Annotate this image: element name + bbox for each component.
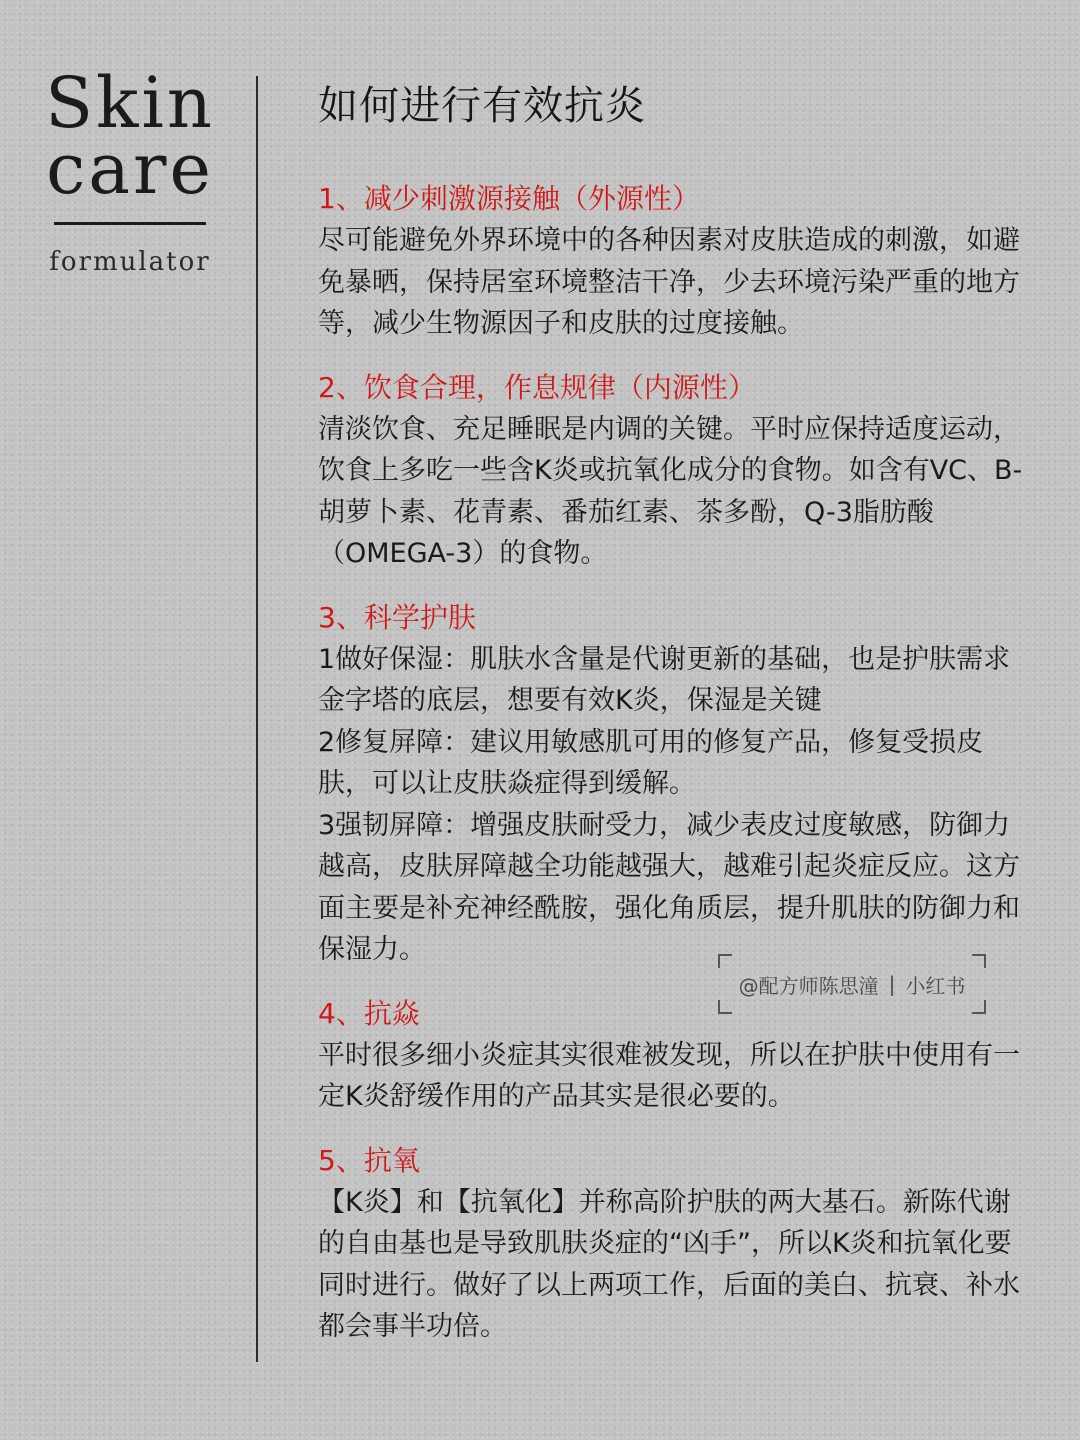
- section-heading: 2、饮食合理，作息规律（内源性）: [318, 370, 756, 404]
- section-paragraph: 2修复屏障：建议用敏感肌可用的修复产品，修复受损皮肤，可以让皮肤焱症得到缓解。: [318, 726, 984, 799]
- page-title: 如何进行有效抗炎: [318, 83, 646, 129]
- brand-line-care: care: [46, 128, 214, 210]
- section-5: [318, 1140, 1023, 1348]
- section-paragraph: 清淡饮食、充足睡眠是内调的关键。平时应保持适度运动，饮食上多吃一些含K炎或抗氧化成分的食物。如含有VC、B-胡萝卜素、花青素、番茄红素、茶多酚，Q-3脂肪酸（OMEGA-3）的食物。: [318, 413, 1023, 569]
- watermark-separator: |: [888, 972, 896, 996]
- watermark-text: [718, 954, 986, 1014]
- section-heading: 4、抗焱: [318, 996, 420, 1030]
- section-1: [318, 178, 1023, 345]
- watermark-author: @配方师陈思潼: [738, 973, 879, 998]
- section-3: [318, 597, 1023, 971]
- section-heading: 3、科学护肤: [318, 600, 476, 634]
- section-paragraph: 1做好保湿：肌肤水含量是代谢更新的基础，也是护肤需求金字塔的底层，想要有效K炎，保湿是关键: [318, 643, 1011, 716]
- brand-rule: [54, 222, 206, 225]
- brand-line-skin: Skin: [45, 62, 215, 144]
- brand-logo: [40, 62, 220, 277]
- brand-subtitle: formulator: [49, 247, 211, 277]
- section-paragraph: 尽可能避免外界环境中的各种因素对皮肤造成的刺激，如避免暴晒，保持居室环境整洁干净，少去环境污染严重的地方等，减少生物源因子和皮肤的过度接触。: [318, 225, 1020, 339]
- article-content: [318, 78, 1023, 1370]
- vertical-divider: [256, 76, 258, 1362]
- watermark-platform: 小红书: [905, 973, 966, 998]
- watermark: [718, 954, 986, 1014]
- section-paragraph: 平时很多细小炎症其实很难被发现，所以在护肤中使用有一定K炎舒缓作用的产品其实是很必要的。: [318, 1039, 1020, 1112]
- section-paragraph: 【K炎】和【抗氧化】并称高阶护肤的两大基石。新陈代谢的自由基也是导致肌肤炎症的“凶手”，所以K炎和抗氧化要同时进行。做好了以上两项工作，后面的美白、抗衰、补水都会事半功倍。: [318, 1186, 1020, 1342]
- section-heading: 5、抗氧: [318, 1143, 420, 1177]
- section-heading: 1、减少刺激源接触（外源性）: [318, 182, 700, 215]
- section-paragraph: 3强韧屏障：增强皮肤耐受力，减少表皮过度敏感，防御力越高，皮肤屏障越全功能越强大，越难引起炎症反应。这方面主要是补充神经酰胺，强化角质层，提升肌肤的防御力和保湿力。: [318, 809, 1020, 965]
- section-2: [318, 367, 1023, 575]
